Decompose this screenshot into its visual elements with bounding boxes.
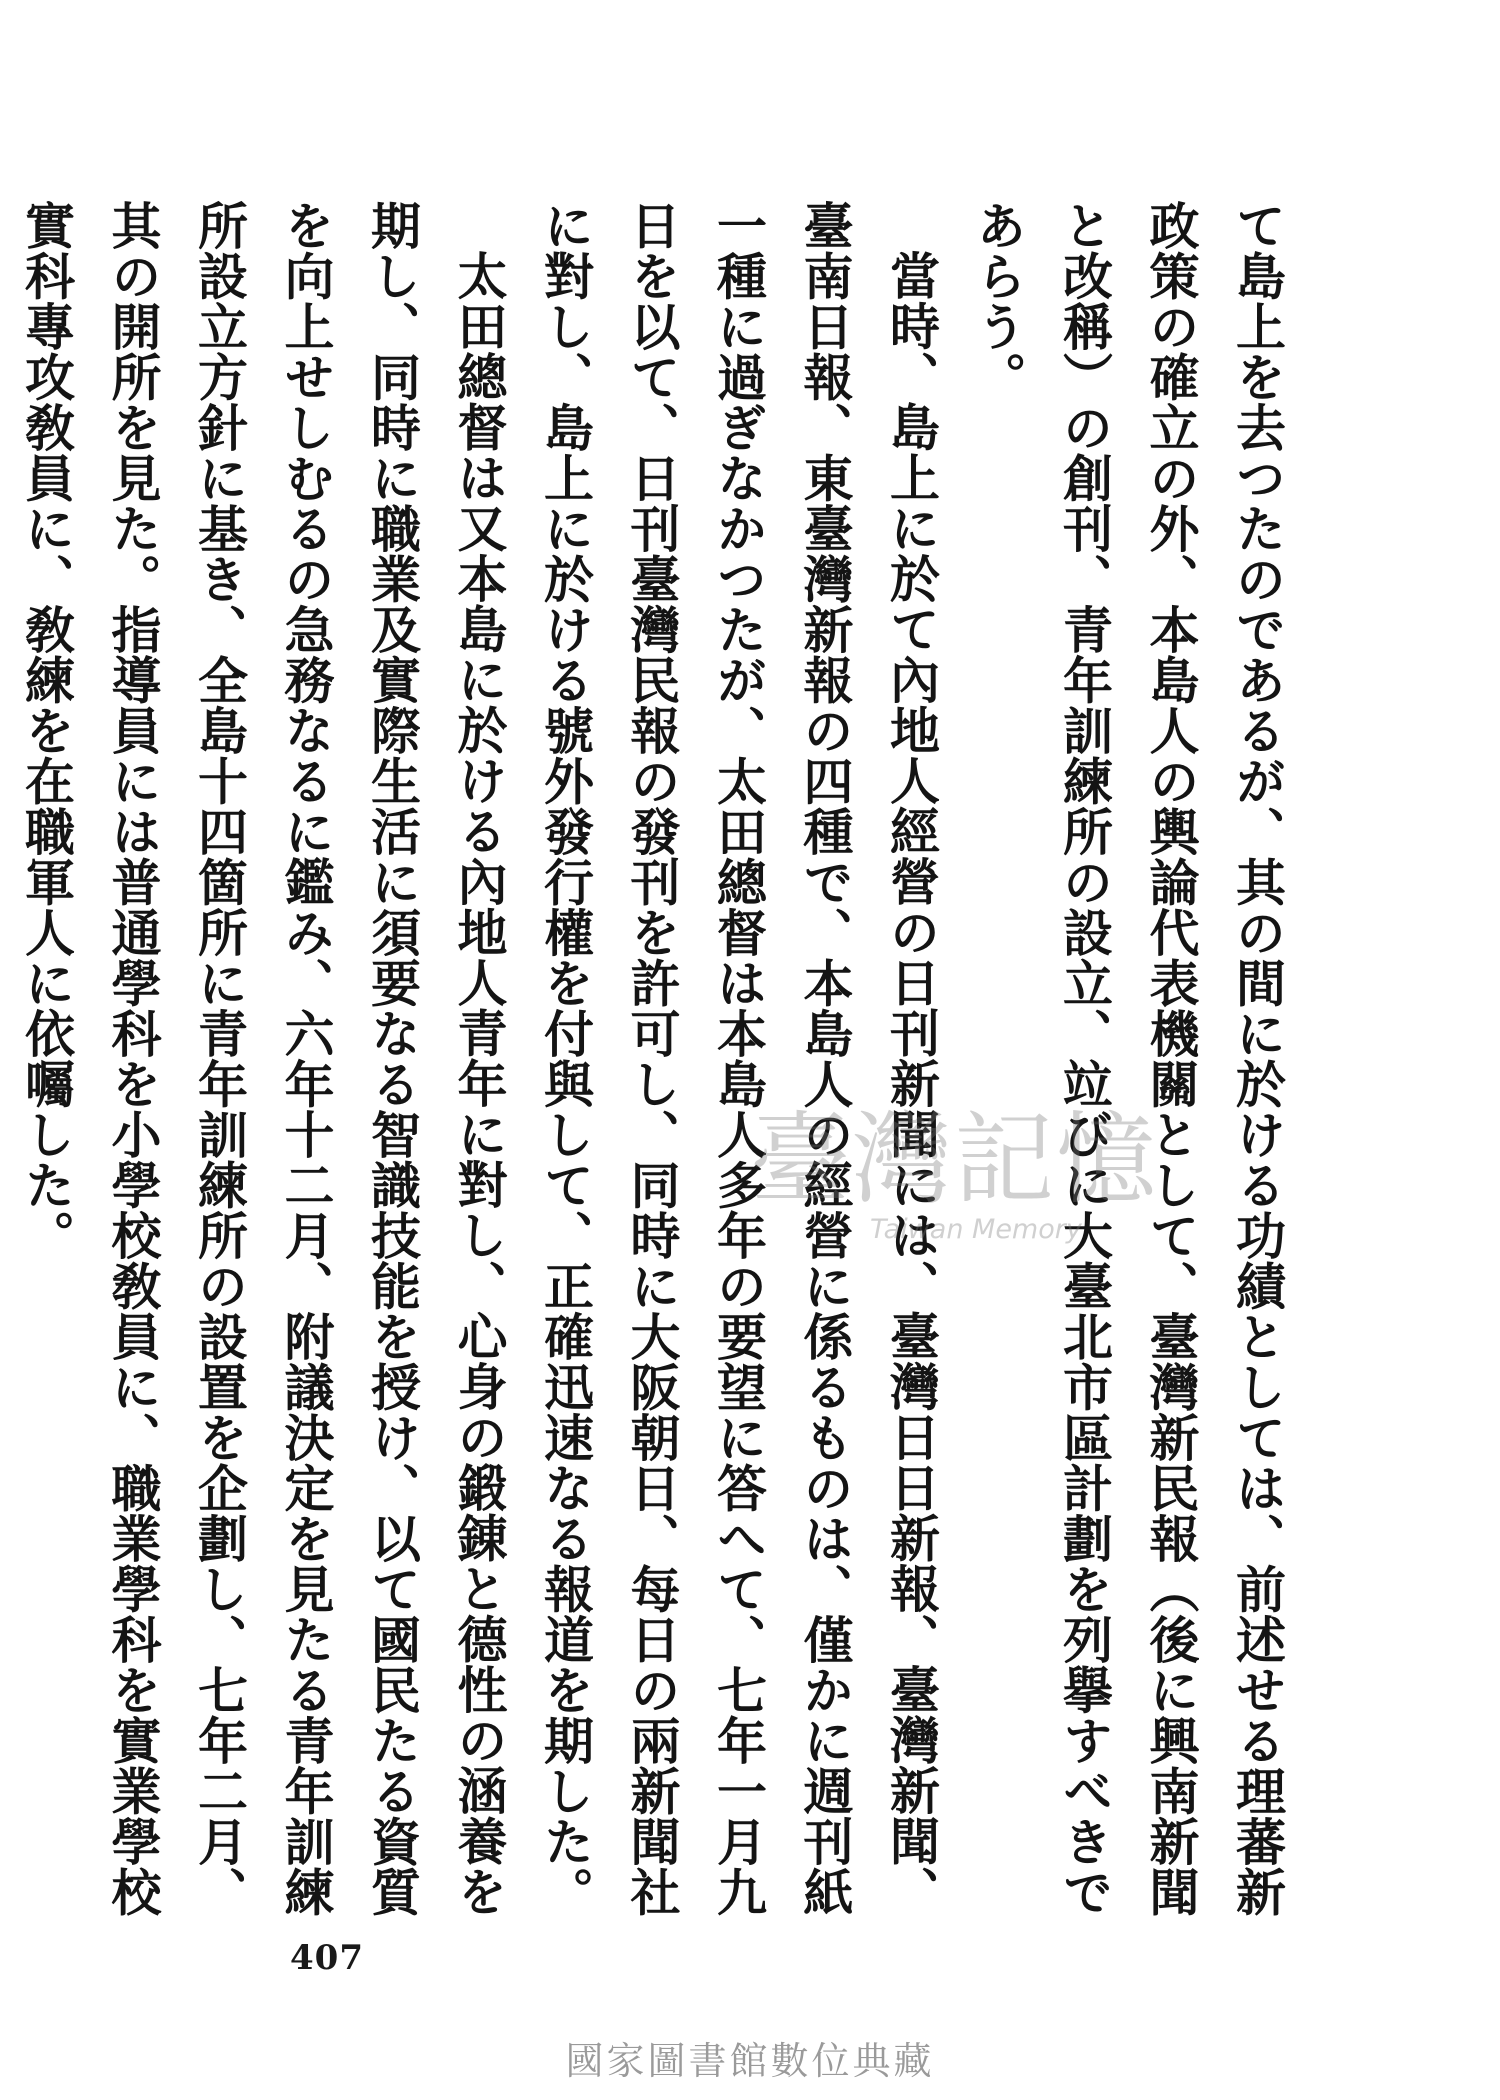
watermark-cjk-text: 臺灣記憶 [750, 1101, 1158, 1218]
paragraph-4 [0, 200, 3, 1930]
footer-caption: 國家圖書館數位典藏 [565, 2039, 935, 2083]
body-text [17, 200, 1300, 1930]
paragraph-1: て島上を去つたのであるが、其の間に於ける功績としては、前述せる理蕃新政策の確立の外、本島人の輿論代表機關として、臺灣新民報（後に興南新聞と改稱）の創刊、青年訓練所の設立、竝びに大臺北市區計劃を列擧すべきであらう。 [968, 200, 1287, 1917]
paragraph-3: 太田總督は又本島に於ける內地人青年に對し、心身の鍛錬と德性の涵養を期し、同時に職業及實際生活に須要なる智識技能を授け、以て國民たる資質を向上せしむるの急務なるに鑑み、六年十二月、附議決定を見たる青年訓練所設立方針に基き、全島十四箇所に青年訓練所の設置を企劃し、七年二月、其の開所を見た。指導員には普通學科を小學校敎員に、職業學科を實業學校實科專攻敎員に、敎練を在職軍人に依囑した。 [17, 200, 509, 1917]
page-number: 407 [290, 1938, 364, 1978]
paragraph-2: 當時、島上に於て內地人經營の日刊新聞には、臺灣日日新報、臺灣新聞、臺南日報、東臺灣新報の四種で、本島人の經營に係るものは、僅かに週刊紙一種に過ぎなかつたが、太田總督は本島人多年の要望に答へて、七年一月九日を以て、日刊臺灣民報の發刊を許可し、同時に大阪朝日、每日の兩新聞社に對し、島上に於ける號外發行權を付與して、正確迅速なる報道を期した。 [536, 200, 941, 1917]
watermark-en-text: Taiwan Memory [870, 1214, 1082, 1245]
